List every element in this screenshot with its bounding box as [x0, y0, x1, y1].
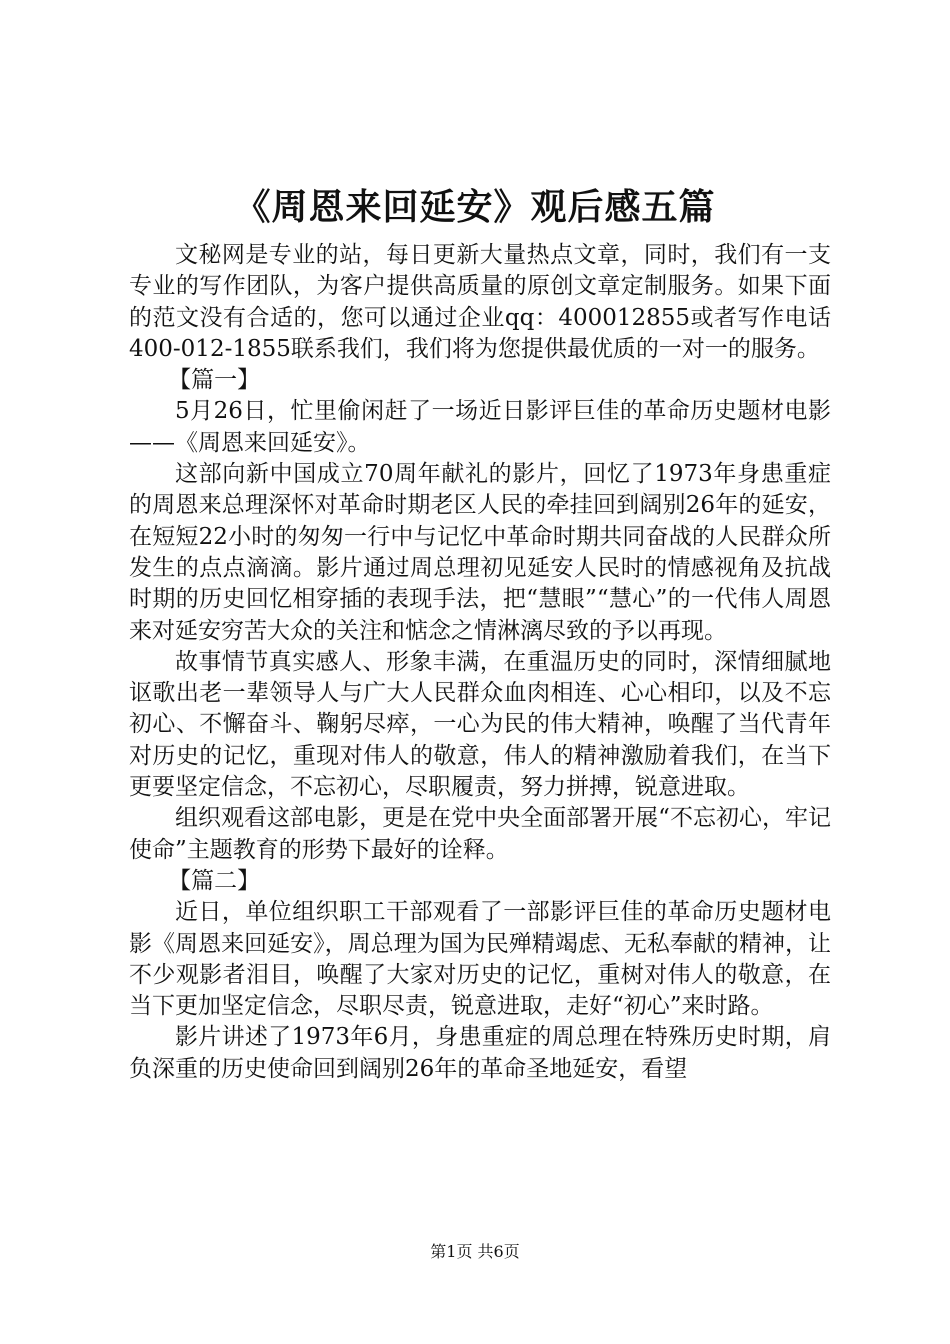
- body-paragraph: 故事情节真实感人、形象丰满，在重温历史的同时，深情细腻地讴歌出老一辈领导人与广大人民群众血肉相连、心心相印，以及不忘初心、不懈奋斗、鞠躬尽瘁，一心为民的伟大精神，唤醒了当代青年对历史的记忆，重现对伟人的敬意，伟人的精神激励着我们，在当下更要坚定信念，不忘初心，尽职履责，努力拼搏，锐意进取。: [129, 648, 831, 801]
- page-number-footer: 第1页 共6页: [430, 1242, 520, 1261]
- body-paragraph: 近日，单位组织职工干部观看了一部影评巨佳的革命历史题材电影《周恩来回延安》，周总理为国为民殚精竭虑、无私奉献的精神，让不少观影者泪目，唤醒了大家对历史的记忆，重树对伟人的敬意，在当下更加坚定信念，尽职尽责，锐意进取，走好“初心”来时路。: [129, 899, 831, 1020]
- body-paragraph: 组织观看这部电影，更是在党中央全面部署开展“不忘初心，牢记使命”主题教育的形势下最好的诠释。: [129, 805, 831, 863]
- intro-paragraph: 文秘网是专业的站，每日更新大量热点文章，同时，我们有一支专业的写作团队，为客户提供高质量的原创文章定制服务。如果下面的范文没有合适的，您可以通过企业qq：400012855或者写作电话400-012-1855联系我们，我们将为您提供最优质的一对一的服务。: [129, 242, 831, 362]
- body-paragraph: 5月26日，忙里偷闲赶了一场近日影评巨佳的革命历史题材电影——《周恩来回延安》。: [129, 398, 831, 456]
- body-paragraph: 这部向新中国成立70周年献礼的影片，回忆了1973年身患重症的周恩来总理深怀对革命时期老区人民的牵挂回到阔别26年的延安，在短短22小时的匆匆一行中与记忆中革命时期共同奋战的人民群众所发生的点点滴滴。影片通过周总理初见延安人民时的情感视角及抗战时期的历史回忆相穿插的表现手法，把“慧眼”“慧心”的一代伟人周恩来对延安穷苦大众的关注和惦念之情淋漓尽致的予以再现。: [129, 461, 831, 644]
- section-heading-1: 【篇一】: [168, 367, 261, 394]
- section-heading-2: 【篇二】: [168, 867, 261, 894]
- document-body: [129, 240, 831, 1085]
- document-title: 《周恩来回延安》观后感五篇: [234, 186, 716, 228]
- body-paragraph: 影片讲述了1973年6月，身患重症的周总理在特殊历史时期，肩负深重的历史使命回到阔别26年的革命圣地延安，看望: [129, 1024, 831, 1082]
